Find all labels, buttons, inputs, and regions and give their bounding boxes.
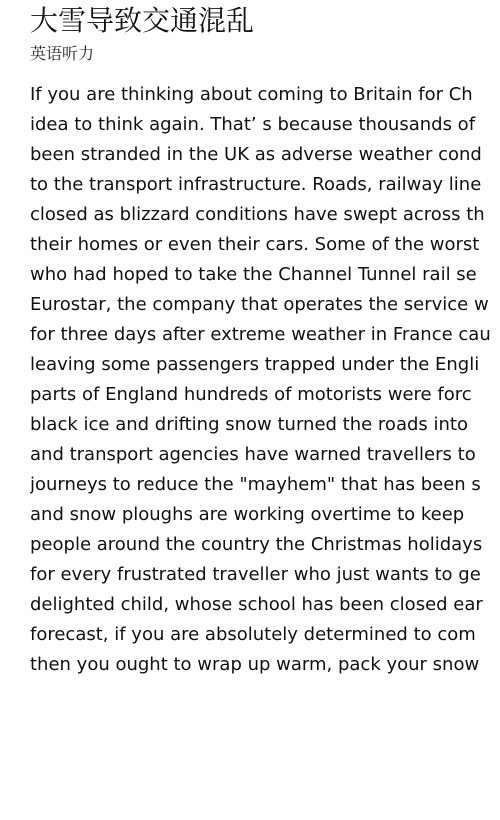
body-line: parts of England hundreds of motorists were forc (30, 384, 472, 405)
body-line: closed as blizzard conditions have swept across th (30, 204, 485, 225)
body-line: delighted child, whose school has been closed ear (30, 594, 483, 615)
body-line: idea to think again. That’ s because thousands of (30, 114, 476, 135)
body-line: for three days after extreme weather in France cau (30, 324, 491, 345)
body-line: for every frustrated traveller who just wants to ge (30, 564, 481, 585)
body-line: Eurostar, the company that operates the service w (30, 294, 489, 315)
body-line: and transport agencies have warned travellers to (30, 444, 476, 465)
body-line: black ice and drifting snow turned the roads into (30, 414, 468, 435)
body-line: who had hoped to take the Channel Tunnel rail se (30, 264, 477, 285)
article-category: 英语听力 (30, 44, 95, 63)
body-line: If you are thinking about coming to Britain for Ch (30, 84, 473, 105)
body-line: been stranded in the UK as adverse weather cond (30, 144, 482, 165)
article-title: 大雪导致交通混乱 (30, 4, 255, 37)
article (30, 0, 500, 680)
article-body (30, 80, 500, 680)
body-line: people around the country the Christmas holidays (30, 534, 483, 555)
body-line: then you ought to wrap up warm, pack your snow (30, 654, 480, 675)
body-line: their homes or even their cars. Some of the worst (30, 234, 480, 255)
body-line: leaving some passengers trapped under the Engli (30, 354, 480, 375)
body-line: journeys to reduce the "mayhem" that has been s (30, 474, 481, 495)
body-line: to the transport infrastructure. Roads, railway line (30, 174, 482, 195)
body-line: forecast, if you are absolutely determined to com (30, 624, 476, 645)
body-line: and snow ploughs are working overtime to keep (30, 504, 465, 525)
